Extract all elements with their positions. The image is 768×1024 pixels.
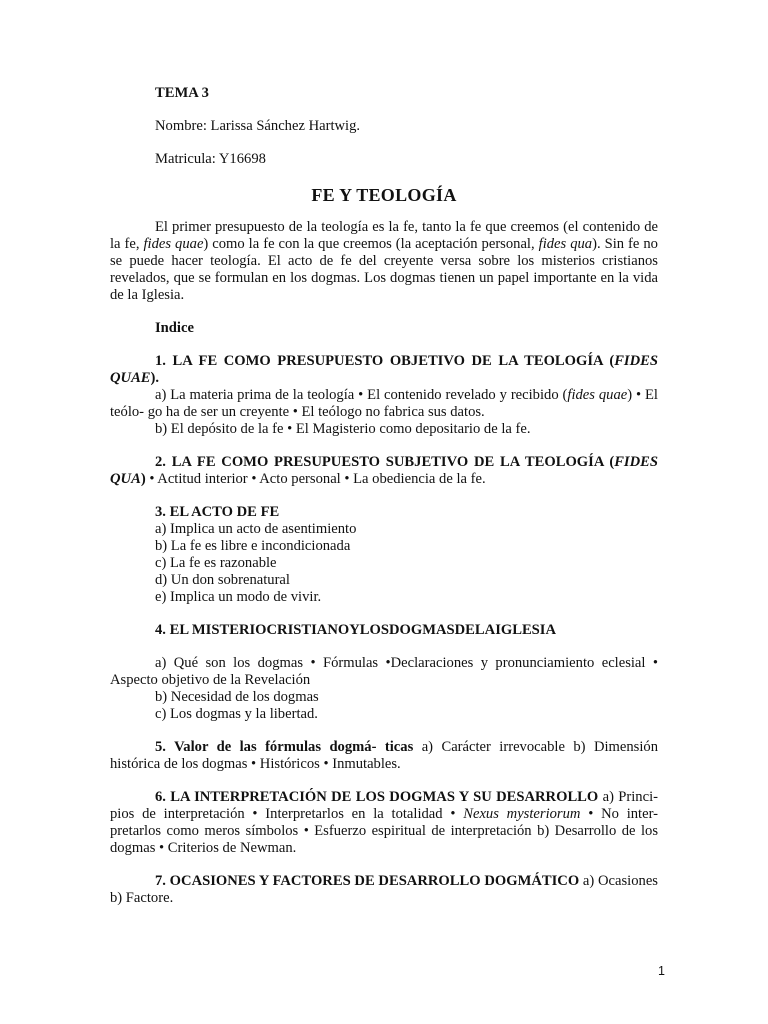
section-4-item-b: b) Necesidad de los dogmas [155, 689, 319, 705]
section-5-heading: 5. Valor de las fórmulas dogmá- ticas [155, 739, 414, 755]
section-6 [110, 789, 658, 857]
page-number: 1 [658, 964, 665, 978]
section-6-paragraph [110, 789, 658, 857]
intro-text-2: ) como la fe con la que creemos (la aceptación personal, [203, 236, 539, 252]
tema-label: TEMA 3 [155, 85, 209, 101]
section-6-rest-2: • No inter- pretarlos como meros símbolos • Esfuerzo espiritual de interpretación b) Desarrollo de los dogmas • Criterios de Newman. [110, 806, 659, 856]
nombre-line: Nombre: Larissa Sánchez Hartwig. [155, 118, 361, 134]
intro-italic-2: fides qua [538, 236, 593, 252]
intro-paragraph [110, 219, 658, 304]
indice-heading: Indice [155, 320, 194, 336]
section-3-item-a: a) Implica un acto de asentimiento [155, 521, 357, 537]
section-1-heading-end: ). [150, 370, 160, 386]
section-3-item-c: c) La fe es razonable [155, 555, 277, 571]
intro-italic-1: fides quae [143, 236, 204, 252]
section-3 [110, 504, 658, 606]
document-title: FE Y TEOLOGÍA [311, 185, 457, 205]
intro-text-3: ). Sin fe no se puede hacer teología. El acto de fe del creyente versa sobre los misterios cristianos revelados, que se formulan en los dogmas. Los dogmas tienen un papel importante en la vida de la Iglesia. [110, 236, 658, 303]
section-6-heading: 6. LA INTERPRETACIÓN DE LOS DOGMAS Y SU DESARROLLO [155, 789, 599, 805]
section-2-rest: • Actitud interior • Acto personal • La obediencia de la fe. [145, 471, 486, 487]
section-2-paragraph [110, 454, 658, 488]
section-3-item-e: e) Implica un modo de vivir. [155, 589, 322, 605]
section-5-rest: a) Carácter irrevocable b) Dimensión histórica de los dogmas • Históricos • Inmutables. [110, 739, 658, 772]
section-2-heading-end: ) [140, 471, 146, 487]
section-1-item-a-italic: fides quae [567, 387, 628, 403]
section-7-rest: a) Ocasiones b) Factore. [110, 873, 658, 906]
section-2-heading-italic: FIDES QUA [110, 454, 658, 487]
section-7-heading: 7. OCASIONES Y FACTORES DE DESARROLLO DOGMÁTICO [155, 873, 580, 889]
section-3-heading: 3. EL ACTO DE FE [155, 504, 280, 520]
section-3-item-d: d) Un don sobrenatural [155, 572, 290, 588]
section-1-item-b: b) El depósito de la fe • El Magisterio como depositario de la fe. [155, 421, 531, 437]
section-4-heading: 4. EL MISTERIOCRISTIANOYLOSDOGMASDELAIGLESIA [155, 622, 557, 638]
section-1-item-a [110, 387, 658, 421]
section-1-heading [110, 353, 658, 387]
document-content [110, 85, 658, 923]
section-3-item-b: b) La fe es libre e incondicionada [155, 538, 351, 554]
section-2 [110, 454, 658, 488]
section-5-paragraph [110, 739, 658, 773]
section-6-italic: Nexus mysteriorum [463, 806, 581, 822]
section-4-item-a: a) Qué son los dogmas • Fórmulas •Declaraciones y pronunciamiento eclesial • Aspecto objetivo de la Revelación [110, 655, 658, 688]
section-4 [110, 622, 658, 723]
matricula-line: Matricula: Y16698 [155, 151, 266, 167]
intro-text-1: El primer presupuesto de la teología es la fe, tanto la fe que creemos (el contenido de la fe, [110, 219, 658, 252]
section-1 [110, 353, 658, 438]
section-5 [110, 739, 658, 773]
section-1-item-a-text-2: ) • El teólo- go ha de ser un creyente • El teólogo no fabrica sus datos. [110, 387, 658, 420]
section-4-item-c: c) Los dogmas y la libertad. [155, 706, 318, 722]
section-1-heading-italic: FIDES QUAE [110, 353, 658, 386]
section-1-item-a-text-1: a) La materia prima de la teología • El contenido revelado y recibido ( [155, 387, 568, 403]
section-6-rest-1: a) Princi- pios de interpretación • Interpretarlos en la totalidad • [110, 789, 658, 822]
section-7 [110, 873, 658, 907]
section-7-paragraph [110, 873, 658, 907]
section-1-heading-text: 1. LA FE COMO PRESUPUESTO OBJETIVO DE LA TEOLOGÍA ( [155, 353, 615, 369]
section-2-heading-text: 2. LA FE COMO PRESUPUESTO SUBJETIVO DE LA TEOLOGÍA ( [155, 454, 615, 470]
